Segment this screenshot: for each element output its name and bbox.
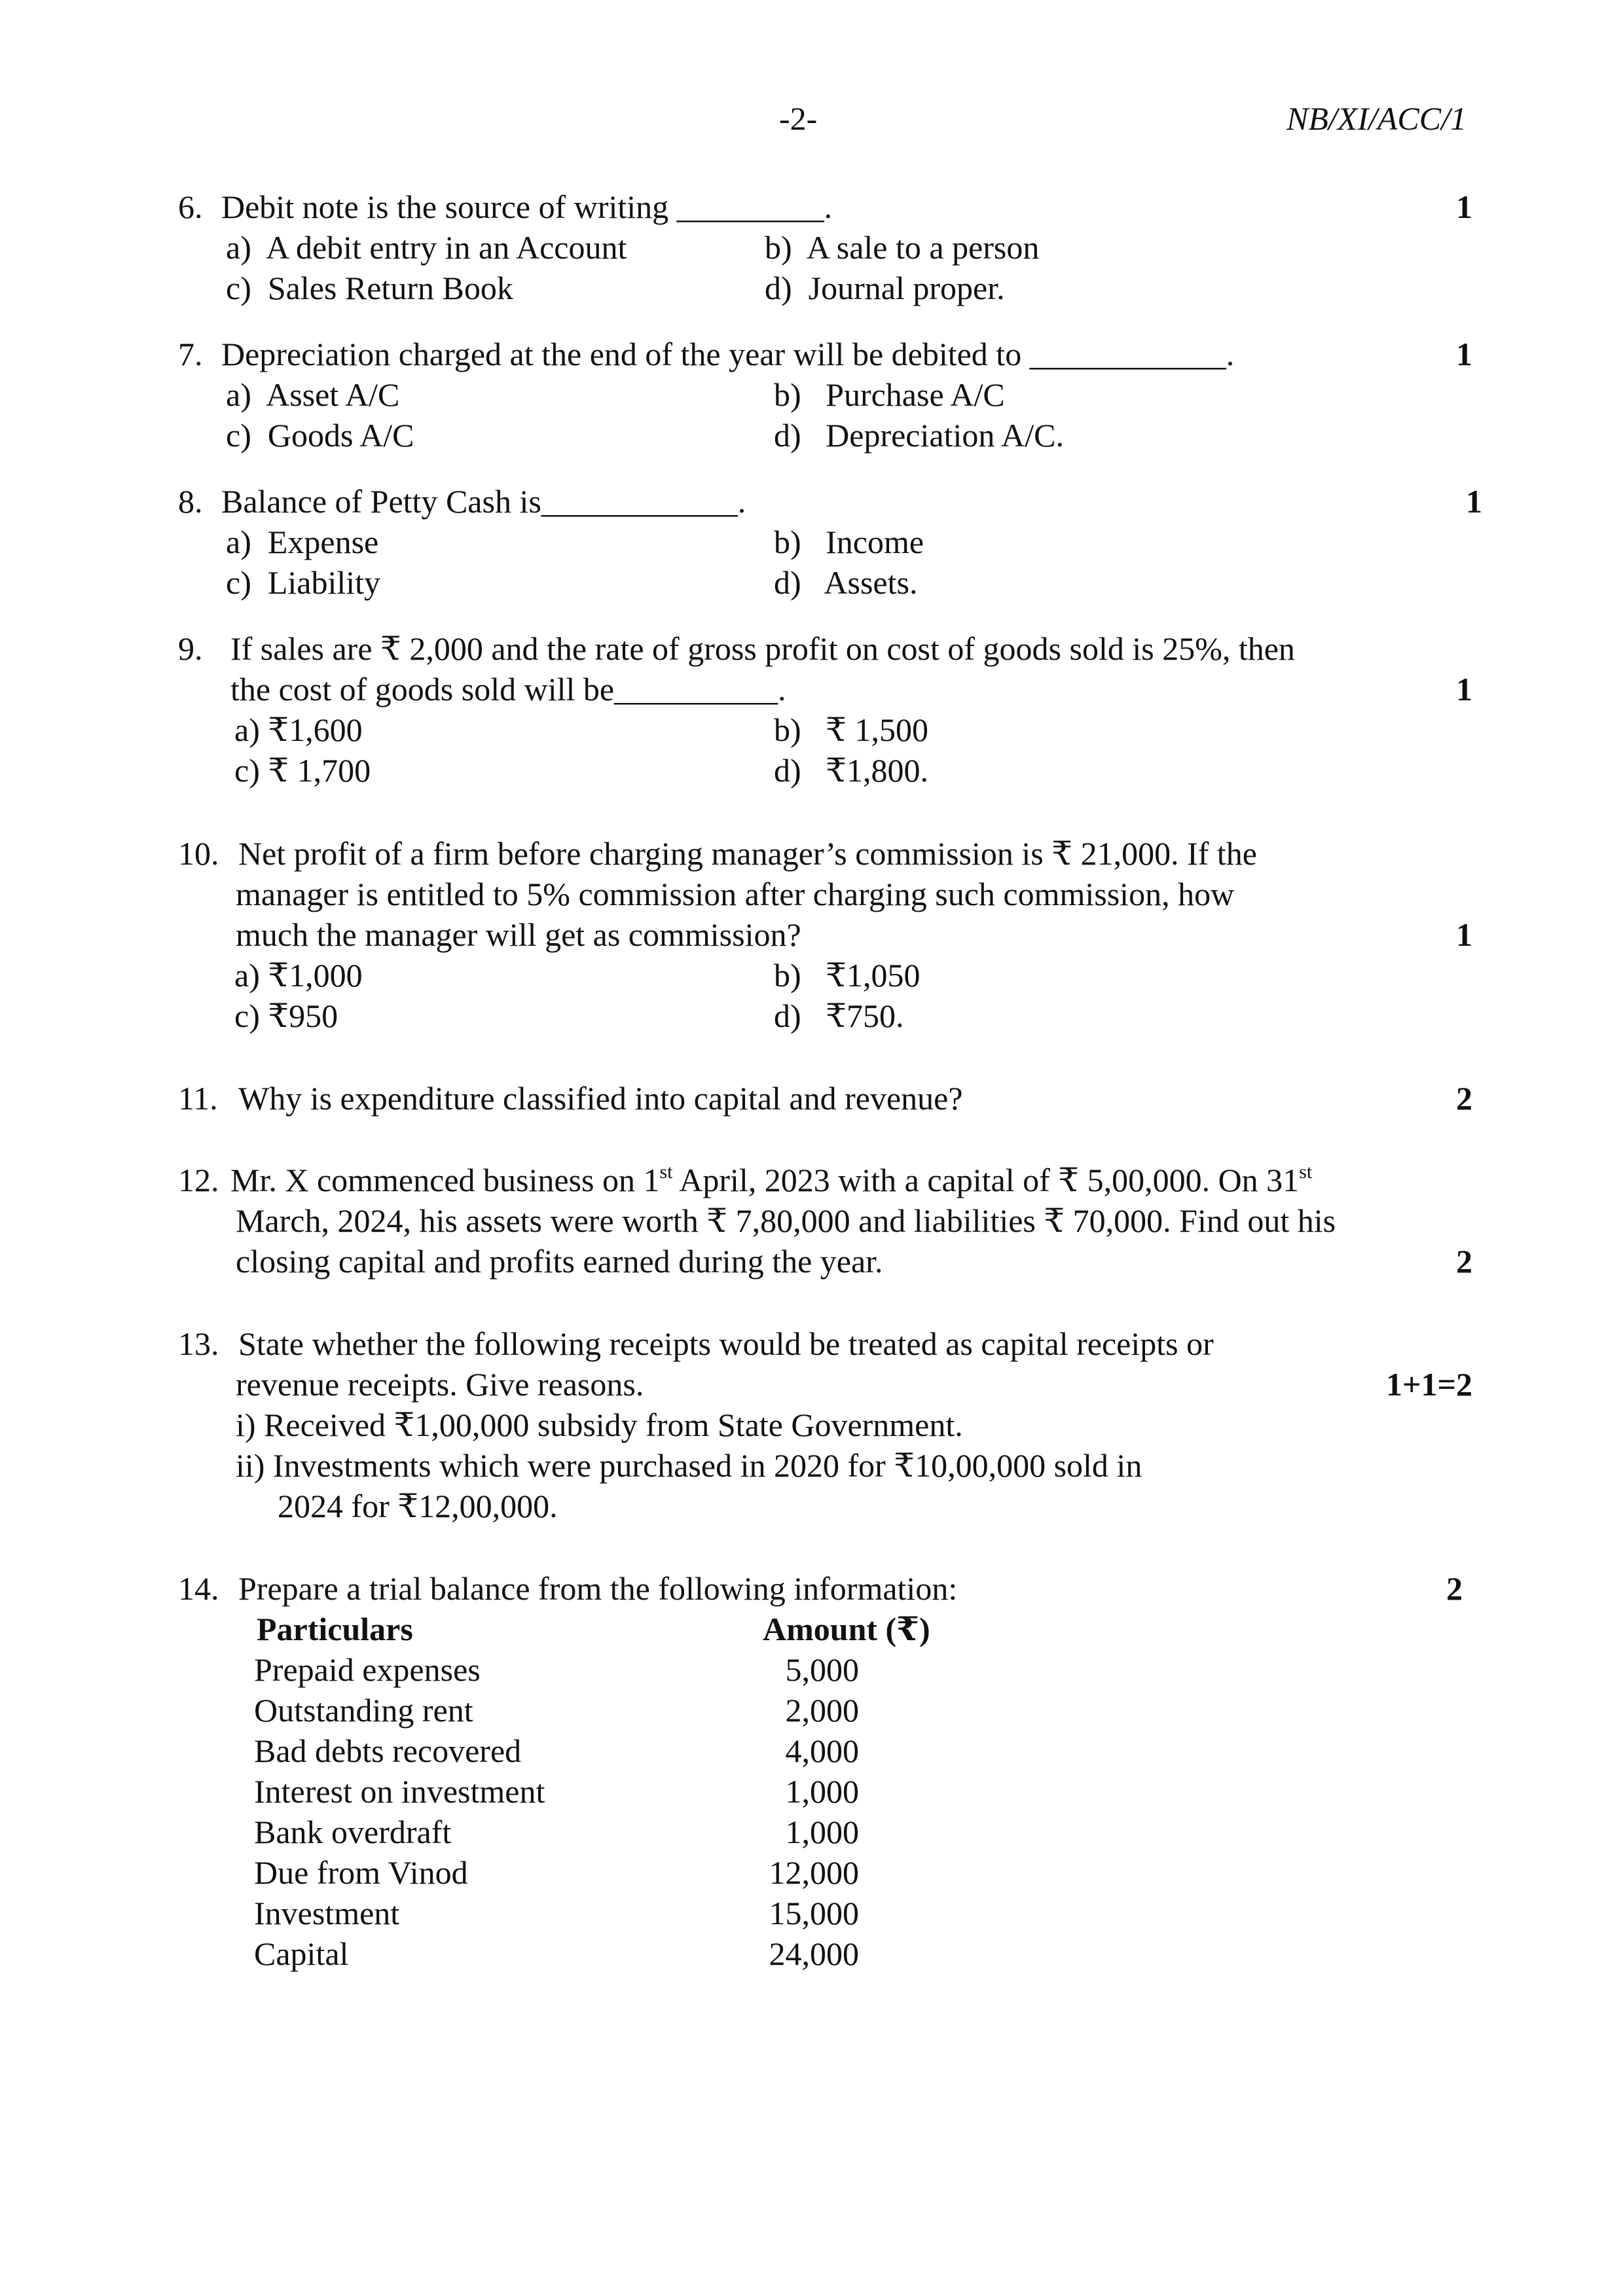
- option-d: d) Depreciation A/C.: [774, 417, 1064, 454]
- question-text-line-1: State whether the following receipts would be treated as capital receipts or: [238, 1325, 1214, 1362]
- table-row-amount: 24,000: [769, 1935, 859, 1972]
- question-text-line-2: March, 2024, his assets were worth ₹ 7,80,000 and liabilities ₹ 70,000. Find out his: [236, 1202, 1336, 1239]
- table-row-amount: 5,000: [785, 1651, 859, 1688]
- option-d: d) Journal proper.: [765, 270, 1005, 306]
- table-row-amount: 2,000: [785, 1692, 859, 1729]
- question-marks: 1: [1456, 671, 1472, 708]
- question-number: 8.: [178, 483, 203, 520]
- option-b: b) ₹1,050: [774, 957, 921, 994]
- table-row-particular: Investment: [254, 1895, 400, 1931]
- option-d: d) Assets.: [774, 564, 918, 601]
- question-marks: 1: [1466, 483, 1482, 520]
- option-c: c) ₹ 1,700: [234, 752, 371, 789]
- table-row-amount: 1,000: [785, 1814, 859, 1850]
- question-marks: 2: [1456, 1080, 1472, 1117]
- question-text: Balance of Petty Cash is____________.: [221, 483, 746, 520]
- option-b: b) ₹ 1,500: [774, 711, 928, 748]
- question-number: 7.: [178, 336, 203, 372]
- question-marks: 1: [1456, 916, 1472, 953]
- question-marks: 2: [1446, 1570, 1463, 1607]
- option-c: c) Goods A/C: [226, 417, 414, 454]
- question-number: 13.: [178, 1325, 219, 1362]
- question-part-ii: ii) Investments which were purchased in 2020 for ₹10,00,000 sold in: [236, 1447, 1142, 1484]
- question-number: 10.: [178, 835, 219, 872]
- question-text-line-1: Mr. X commenced business on 1st April, 2023 with a capital of ₹ 5,00,000. On 31st: [230, 1161, 1313, 1198]
- option-b: b) A sale to a person: [765, 229, 1040, 266]
- question-text-line-1: If sales are ₹ 2,000 and the rate of gross profit on cost of goods sold is 25%, then: [230, 630, 1295, 667]
- table-header-particulars: Particulars: [257, 1611, 413, 1647]
- option-c: c) Sales Return Book: [226, 270, 513, 306]
- option-d: d) ₹1,800.: [774, 752, 928, 789]
- table-row-amount: 4,000: [785, 1732, 859, 1769]
- question-number: 12.: [178, 1162, 219, 1198]
- table-header-amount: Amount (₹): [763, 1611, 930, 1647]
- question-part-i: i) Received ₹1,00,000 subsidy from State Government.: [236, 1407, 963, 1443]
- question-number: 14.: [178, 1570, 219, 1607]
- table-row-amount: 12,000: [769, 1854, 859, 1891]
- question-marks: 1: [1456, 188, 1472, 225]
- question-text: Prepare a trial balance from the following information:: [238, 1570, 958, 1607]
- table-row-particular: Prepaid expenses: [254, 1651, 481, 1688]
- option-d: d) ₹750.: [774, 997, 904, 1034]
- option-c: c) Liability: [226, 564, 381, 601]
- question-marks: 1+1=2: [1386, 1366, 1472, 1403]
- option-b: b) Purchase A/C: [774, 376, 1005, 413]
- table-row-particular: Bank overdraft: [254, 1814, 452, 1850]
- question-text-line-2: manager is entitled to 5% commission after charging such commission, how: [236, 876, 1235, 912]
- question-text: Why is expenditure classified into capital and revenue?: [238, 1080, 963, 1117]
- question-text-line-1: Net profit of a firm before charging manager’s commission is ₹ 21,000. If the: [238, 835, 1257, 872]
- option-a: a) ₹1,600: [234, 711, 363, 748]
- option-a: a) ₹1,000: [234, 957, 363, 994]
- question-number: 9.: [178, 630, 203, 667]
- question-marks: 2: [1456, 1243, 1472, 1280]
- question-text-line-2: revenue receipts. Give reasons.: [236, 1366, 644, 1403]
- question-text-line-3: closing capital and profits earned during the year.: [236, 1243, 883, 1280]
- page-number: -2-: [779, 100, 818, 137]
- question-text-line-2: the cost of goods sold will be__________.: [230, 671, 786, 708]
- question-part-ii-cont: 2024 for ₹12,00,000.: [278, 1488, 558, 1524]
- table-row-amount: 1,000: [785, 1773, 859, 1810]
- question-number: 11.: [178, 1080, 218, 1117]
- table-row-particular: Interest on investment: [254, 1773, 545, 1810]
- option-a: a) A debit entry in an Account: [226, 229, 627, 266]
- question-marks: 1: [1456, 336, 1472, 372]
- question-text: Depreciation charged at the end of the year will be debited to ____________.: [221, 336, 1235, 372]
- table-row-particular: Due from Vinod: [254, 1854, 468, 1891]
- question-text: Debit note is the source of writing _________.: [221, 188, 833, 225]
- option-b: b) Income: [774, 524, 924, 560]
- question-text-line-3: much the manager will get as commission?: [236, 916, 801, 953]
- option-a: a) Asset A/C: [226, 376, 400, 413]
- paper-code: NB/XI/ACC/1: [1286, 100, 1467, 137]
- option-c: c) ₹950: [234, 997, 338, 1034]
- table-row-particular: Outstanding rent: [254, 1692, 473, 1729]
- table-row-particular: Bad debts recovered: [254, 1732, 522, 1769]
- question-number: 6.: [178, 188, 203, 225]
- table-row-amount: 15,000: [769, 1895, 859, 1931]
- option-a: a) Expense: [226, 524, 379, 560]
- table-row-particular: Capital: [254, 1935, 349, 1972]
